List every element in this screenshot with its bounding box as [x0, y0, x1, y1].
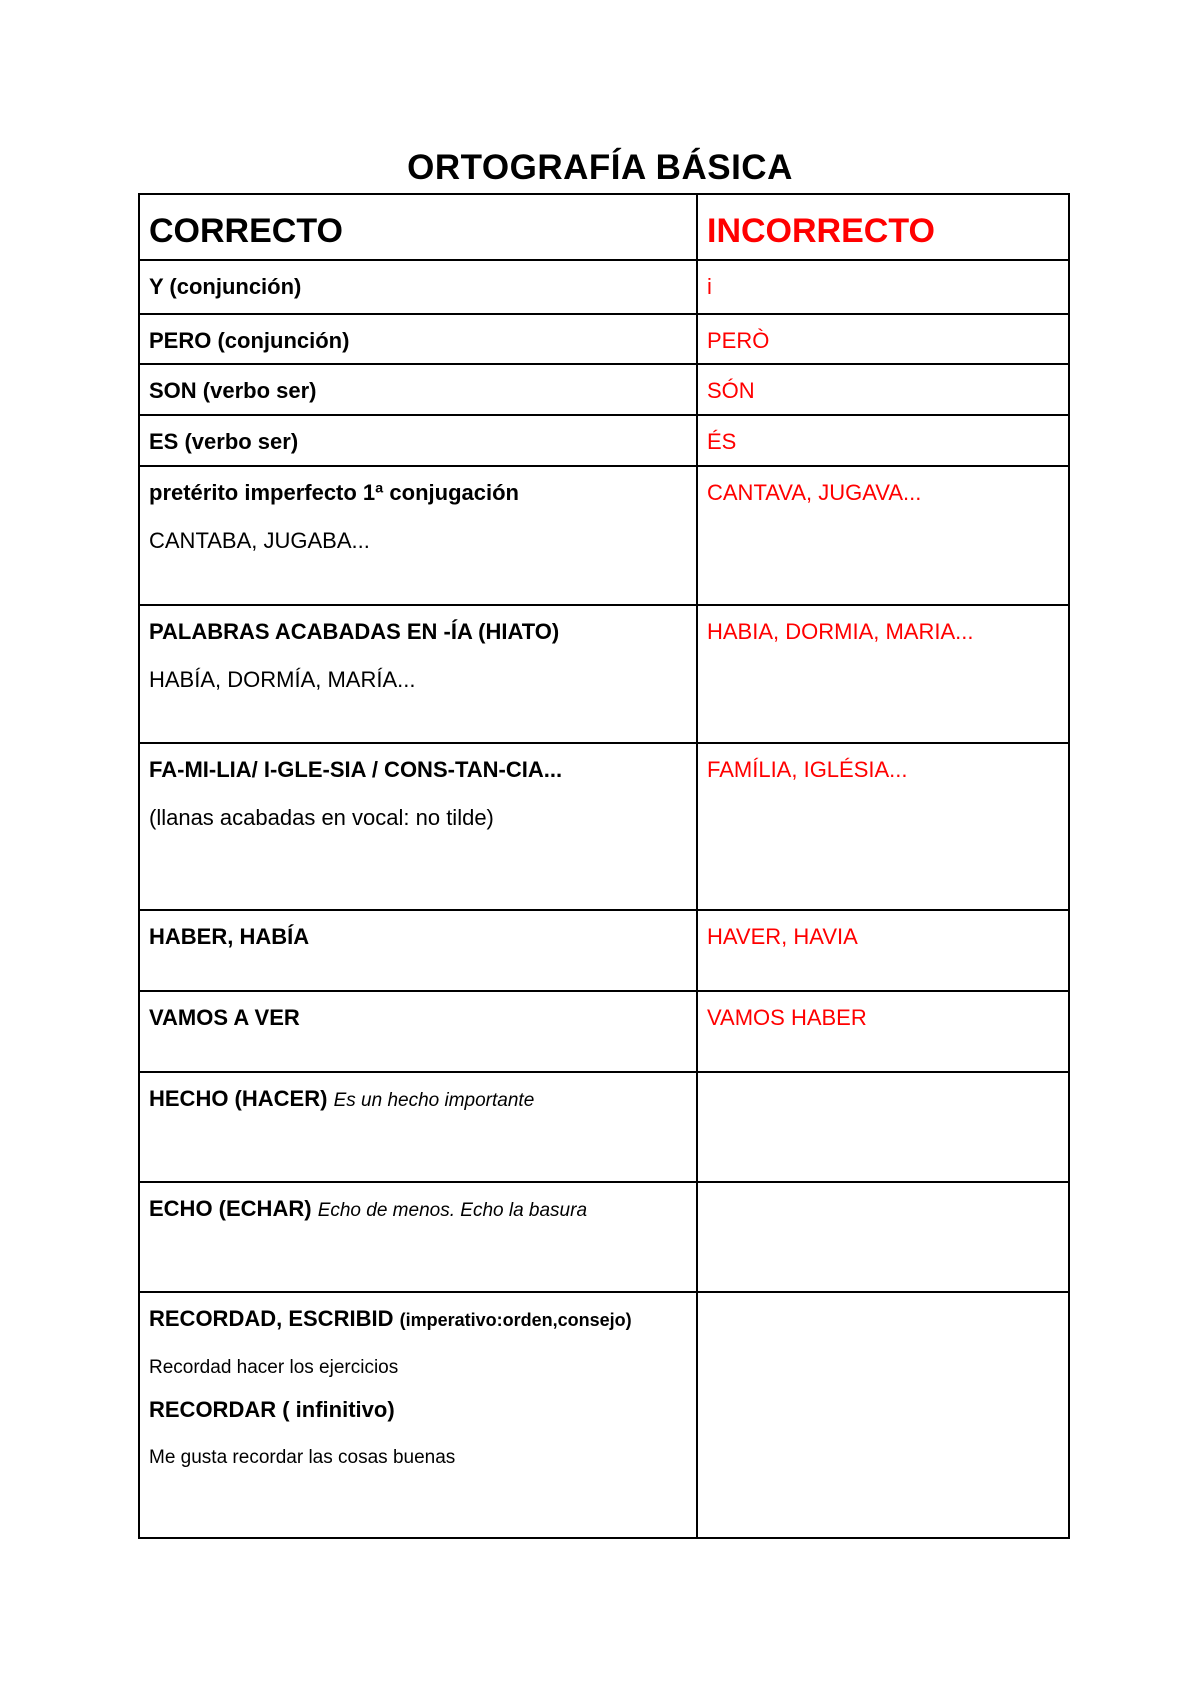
incorrect-cell: ÉS — [697, 415, 1069, 466]
table-row — [139, 1182, 1069, 1292]
correct-cell — [139, 466, 697, 605]
correct-cell — [139, 1292, 697, 1538]
correct-cell — [139, 743, 697, 910]
rule-detail: Recordad hacer los ejercicios — [149, 1357, 399, 1378]
correct-cell: PERO (conjunción) — [139, 314, 697, 364]
correct-cell: VAMOS A VER — [139, 991, 697, 1072]
incorrect-cell: PERÒ — [697, 314, 1069, 364]
header-correct: CORRECTO — [139, 194, 697, 260]
correct-cell — [139, 1072, 697, 1182]
example-text: Echo de menos. Echo la basura — [317, 1200, 588, 1221]
rule-label: HECHO (HACER) — [149, 1086, 328, 1111]
correct-cell — [139, 605, 697, 743]
incorrect-cell: VAMOS HABER — [697, 991, 1069, 1072]
table-row — [139, 415, 1069, 466]
rule-detail: HABÍA, DORMÍA, MARÍA... — [149, 667, 416, 692]
incorrect-cell: CANTAVA, JUGAVA... — [697, 466, 1069, 605]
spelling-table — [138, 193, 1070, 1539]
table-row — [139, 743, 1069, 910]
rule-note: (imperativo:orden,consejo) — [399, 1310, 632, 1330]
example-text: Es un hecho importante — [333, 1090, 535, 1111]
table-row — [139, 1072, 1069, 1182]
incorrect-cell: HAVER, HAVIA — [697, 910, 1069, 991]
incorrect-cell — [697, 1072, 1069, 1182]
rule-label: pretérito imperfecto 1ª conjugación — [149, 480, 519, 505]
correct-cell — [139, 1182, 697, 1292]
correct-cell: Y (conjunción) — [139, 260, 697, 314]
table-row — [139, 605, 1069, 743]
correct-cell: ES (verbo ser) — [139, 415, 697, 466]
incorrect-cell — [697, 1292, 1069, 1538]
table-header-row — [139, 194, 1069, 260]
header-incorrect: INCORRECTO — [697, 194, 1069, 260]
table-row — [139, 910, 1069, 991]
table-row — [139, 1292, 1069, 1538]
incorrect-cell — [697, 1182, 1069, 1292]
rule-label: RECORDAR ( infinitivo) — [149, 1397, 395, 1422]
correct-cell: HABER, HABÍA — [139, 910, 697, 991]
incorrect-cell: SÓN — [697, 364, 1069, 415]
rule-detail: CANTABA, JUGABA... — [149, 528, 370, 553]
incorrect-cell: HABIA, DORMIA, MARIA... — [697, 605, 1069, 743]
table-row — [139, 314, 1069, 364]
rule-label: RECORDAD, ESCRIBID — [149, 1306, 394, 1331]
page-title: ORTOGRAFÍA BÁSICA — [407, 148, 793, 187]
table-row — [139, 260, 1069, 314]
table-row — [139, 466, 1069, 605]
rule-label: ECHO (ECHAR) — [149, 1196, 312, 1221]
incorrect-cell: i — [697, 260, 1069, 314]
rule-detail: Me gusta recordar las cosas buenas — [149, 1447, 456, 1468]
table-row — [139, 991, 1069, 1072]
rule-label: PALABRAS ACABADAS EN -ÍA (HIATO) — [149, 619, 560, 644]
incorrect-cell: FAMÍLIA, IGLÉSIA... — [697, 743, 1069, 910]
rule-label: FA-MI-LIA/ I-GLE-SIA / CONS-TAN-CIA... — [149, 757, 563, 782]
rule-detail: (llanas acabadas en vocal: no tilde) — [149, 805, 494, 830]
table-row — [139, 364, 1069, 415]
correct-cell: SON (verbo ser) — [139, 364, 697, 415]
